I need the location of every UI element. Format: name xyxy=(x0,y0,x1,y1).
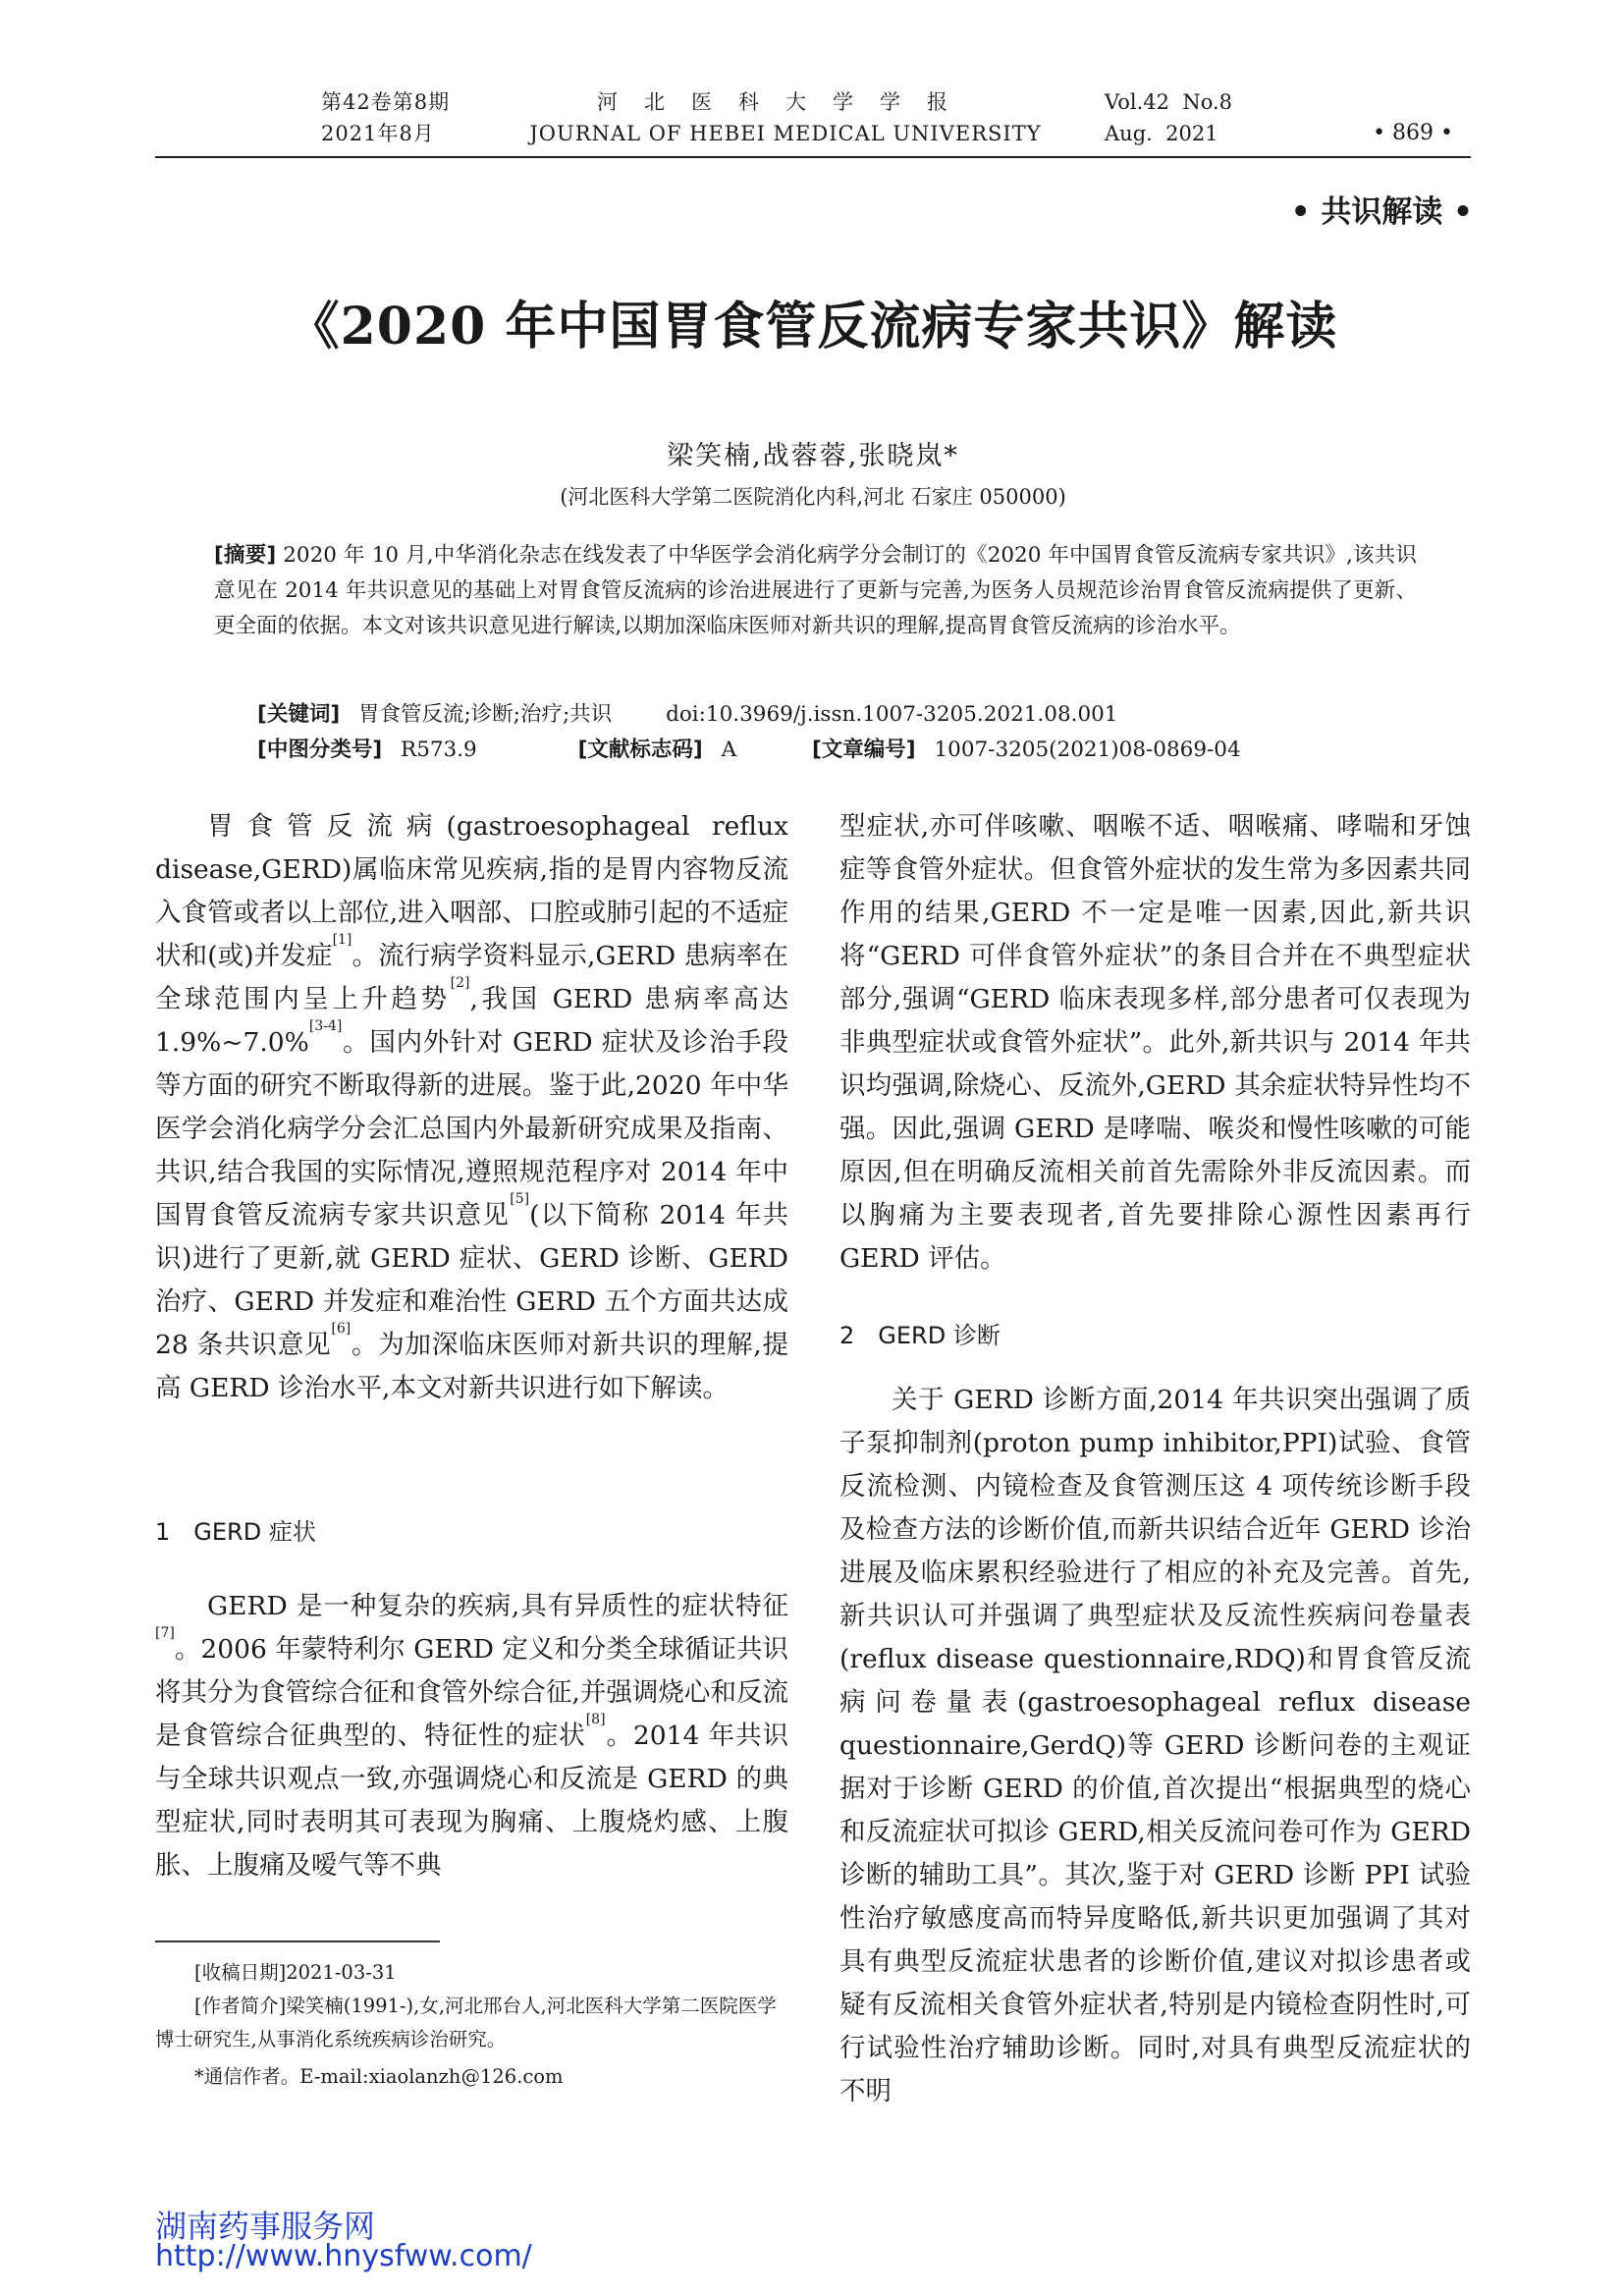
watermark-name: 湖南药事服务网 xyxy=(155,2208,376,2245)
intro-text: 。为加深临床医师对新共识的理解,提高 GERD 诊治水平,本文对新共识进行如下解读。 xyxy=(155,1330,788,1403)
volume-issue: 第42卷第8期 xyxy=(321,90,451,114)
citation: [3-4] xyxy=(308,1018,343,1034)
section-1-heading: 1 GERD 症状 xyxy=(155,1518,316,1546)
doi: doi:10.3969/j.issn.1007-3205.2021.08.001 xyxy=(666,702,1118,727)
section-2-paragraph xyxy=(839,1379,1471,2113)
volume-issue-cn xyxy=(321,86,468,149)
issue-date: 2021年8月 xyxy=(321,122,435,145)
citation: [7] xyxy=(155,1625,175,1641)
intro-text: 。国内外针对 GERD 症状及诊治手段等方面的研究不断取得新的进展。鉴于此,2020 年中华医学会消化病学分会汇总国内外最新研究成果及指南、共识,结合我国的实际情况,遵照规范程序对 2014 年中国胃食管反流病专家共识意见 xyxy=(155,1027,788,1230)
section-text: 。2006 年蒙特利尔 GERD 定义和分类全球循证共识将其分为食管综合征和食管外综合征,并强调烧心和反流是食管综合征典型的、特征性的症状 xyxy=(155,1634,788,1751)
citation: [2] xyxy=(450,975,470,991)
corresponding-author: *通信作者。E-mail:xiaolanzh@126.com xyxy=(194,2065,564,2088)
volume-issue-en xyxy=(1105,86,1271,149)
doc-code-label: [文献标志码] xyxy=(577,738,703,762)
intro-text: ,我国 GERD 患病率高达1.9%~7.0% xyxy=(155,984,789,1058)
article-number-label: [文章编号] xyxy=(811,738,916,762)
section-text: 关于 GERD 诊断方面,2014 年共识突出强调了质子泵抑制剂(proton pump inhibitor,PPI)试验、食管反流检测、内镜检查及食管测压这 4 项传统诊断手段及检查方法的诊断价值,而新共识结合近年 GERD 诊治进展及临床累积经验进行了相应的补充及完善。首先,新共识认可并强调了典型症状及反流性疾病问卷量表(reflux disease questionnaire,RDQ)和胃食管反流病问卷量表(gastroesophageal reflux disease questionnaire,GerdQ)等 GERD 诊断问卷的主观证据对于诊断 GERD 的价值,首次提出“根据典型的烧心和反流症状可拟诊 GERD,相关反流问卷可作为 GERD 诊断的辅助工具”。其次,鉴于对 GERD 诊断 PPI 试验性治疗敏感度高而特异度略低,新共识更加强调了其对具有典型反流症状患者的诊断价值,建议对拟诊患者或疑有反流相关食管外症状者,特别是内镜检查阴性时,可行试验性治疗辅助诊断。同时,对具有典型反流症状的不明 xyxy=(839,1385,1471,2106)
section-text: GERD 是一种复杂的疾病,具有异质性的症状特征 xyxy=(207,1591,788,1621)
section-1-paragraph xyxy=(155,1585,788,1887)
authors: 梁笑楠,战蓉蓉,张晓岚* xyxy=(667,441,959,471)
received-date: [收稿日期]2021-03-31 xyxy=(194,1961,397,1984)
article-title: 《2020 年中国胃食管反流病专家共识》解读 xyxy=(288,297,1338,356)
keywords xyxy=(257,697,1337,733)
header-rule xyxy=(155,156,1471,158)
section-1-continued xyxy=(839,805,1471,1281)
watermark-url[interactable]: http://www.hnysfww.com/ xyxy=(155,2239,532,2273)
article-number-value: 1007-3205(2021)08-0869-04 xyxy=(934,738,1241,762)
section-text: 。2014 年共识与全球共识观点一致,亦强调烧心和反流是 GERD 的典型症状,同时表明其可表现为胸痛、上腹烧灼感、上腹胀、上腹痛及嗳气等不典 xyxy=(155,1721,789,1881)
citation: [8] xyxy=(585,1712,606,1727)
clc-label: [中图分类号] xyxy=(257,738,383,762)
classification-line xyxy=(257,733,1435,768)
citation: [6] xyxy=(331,1321,352,1337)
author-bio: [作者简介]梁笑楠(1991-),女,河北邢台人,河北医科大学第二医院医学博士研究生,从事消化系统疾病诊治研究。 xyxy=(155,1995,777,2050)
abstract xyxy=(214,538,1417,644)
clc-value: R573.9 xyxy=(401,738,477,762)
section-text: 型症状,亦可伴咳嗽、咽喉不适、咽喉痛、哮喘和牙蚀症等食管外症状。但食管外症状的发生常为多因素共同作用的结果,GERD 不一定是唯一因素,因此,新共识将“GERD 可伴食管外症状”的条目合并在不典型症状部分,强调“GERD 临床表现多样,部分患者可仅表现为非典型症状或食管外症状”。此外,新共识与 2014 年共识均强调,除烧心、反流外,GERD 其余症状特异性均不强。因此,强调 GERD 是哮喘、喉炎和慢性咳嗽的可能原因,但在明确反流相关前首先需除外非反流因素。而以胸痛为主要表现者,首先要排除心源性因素再行 GERD 评估。 xyxy=(839,811,1471,1274)
affiliation: (河北医科大学第二医院消化内科,河北 石家庄 050000) xyxy=(560,485,1066,509)
intro-text: (以下简称 2014 年共识)进行了更新,就 GERD 症状、GERD 诊断、GERD 治疗、GERD 并发症和难治性 GERD 五个方面共达成 28 条共识意见 xyxy=(155,1200,788,1360)
keywords-label: [关键词] xyxy=(257,702,341,727)
volume-number: Vol.42 No.8 xyxy=(1105,90,1233,114)
keywords-text: 胃食管反流;诊断;治疗;共识 xyxy=(358,702,613,727)
doc-code-value: A xyxy=(721,738,737,762)
intro-text: 胃食管反流病(gastroesophageal reflux disease,GERD)属临床常见疾病,指的是胃内容物反流入食管或者以上部位,进入咽部、口腔或肺引起的不适症状和(或)并发症 xyxy=(155,811,788,971)
intro-text: 。流行病学资料显示,GERD 患病率在全球范围内呈上升趋势 xyxy=(155,941,788,1014)
footnote-rule xyxy=(155,1941,440,1942)
abstract-label: [摘要] xyxy=(214,543,277,568)
abstract-text: 2020 年 10 月,中华消化杂志在线发表了中华医学会消化病学分会制订的《2020 年中国胃食管反流病专家共识》,该共识意见在 2014 年共识意见的基础上对胃食管反流病的诊治进展进行了更新与完善,为医务人员规范诊治胃食管反流病提供了更新、更全面的依据。本文对该共识意见进行解读,以期加深临床医师对新共识的理解,提高胃食管反流病的诊治水平。 xyxy=(214,543,1417,638)
citation: [1] xyxy=(332,932,352,948)
journal-name-cn: 河北医科大学学报 xyxy=(597,90,974,114)
column-tag: • 共识解读 • xyxy=(1290,194,1473,230)
citation: [5] xyxy=(510,1191,530,1207)
issue-date-en: Aug. 2021 xyxy=(1105,122,1218,145)
section-2-heading: 2 GERD 诊断 xyxy=(839,1322,1001,1349)
intro-paragraph xyxy=(155,805,788,1410)
journal-name-en: JOURNAL OF HEBEI MEDICAL UNIVERSITY xyxy=(529,122,1042,145)
page-number: • 869 • xyxy=(1373,121,1453,145)
